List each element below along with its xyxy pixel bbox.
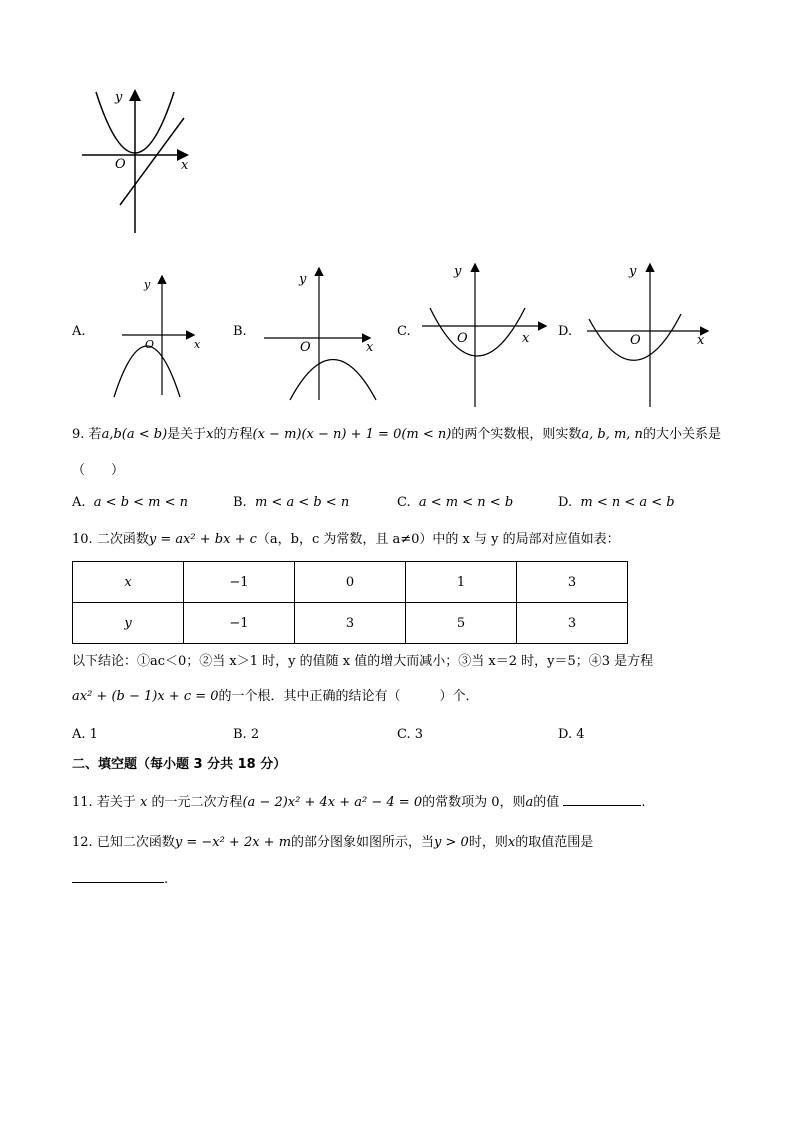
q9-option-b[interactable] [233, 494, 349, 512]
q9-stem [72, 426, 721, 444]
q12-function: y = −x² + 2x + m [174, 835, 292, 850]
x-label: x [697, 333, 705, 348]
option-text: 4 [576, 727, 585, 742]
q9-text-2: 是关于 [167, 427, 207, 442]
q11-a: a [525, 795, 534, 810]
q11-text-4: 的值 [533, 795, 560, 810]
option-text: 2 [250, 727, 260, 742]
fig-option-a-label: A. [72, 324, 86, 339]
table-cell: 0 [295, 562, 406, 603]
q10-option-c[interactable] [397, 726, 423, 744]
x-label: x [194, 338, 201, 351]
q11-answer-blank[interactable] [563, 791, 641, 806]
option-label: D. [558, 495, 573, 510]
q9-option-c[interactable] [397, 494, 513, 512]
row-header: y [73, 603, 184, 644]
q10-value-table [72, 561, 628, 644]
q12-text-1: 已知二次函数 [96, 835, 175, 850]
table-cell: 3 [295, 603, 406, 644]
option-text: m < a < b < n [254, 495, 350, 510]
q9-equation: (x − m)(x − n) + 1 = 0(m < n) [252, 427, 452, 442]
fig-option-c-graph[interactable] [420, 262, 550, 410]
q11-x: x [139, 795, 148, 810]
q11-end: . [641, 795, 646, 810]
q12-condition: y > 0 [434, 835, 469, 850]
q11-text-1: 若关于 [96, 795, 136, 810]
origin-label: O [115, 157, 126, 172]
q11-text-2: 的一元二次方程 [151, 795, 243, 810]
y-label: y [629, 264, 637, 279]
q12-text-3: 时，则 [468, 835, 508, 850]
table-cell: 1 [406, 562, 517, 603]
q10-number: 10. [72, 532, 93, 547]
table-row [73, 603, 628, 644]
origin-label: O [457, 331, 468, 346]
q12-text-4: 的取值范围是 [515, 835, 594, 850]
q9-paren: （ ） [72, 463, 125, 478]
origin-label: O [300, 340, 311, 355]
q10-option-a[interactable] [72, 726, 98, 744]
q9-text-3: 的方程 [213, 427, 253, 442]
q12-end: . [164, 872, 169, 887]
x-label: x [522, 331, 530, 346]
q10-line-2 [72, 688, 479, 706]
origin-label: O [630, 333, 641, 348]
q9-x: x [206, 427, 214, 442]
q12-number: 12. [72, 835, 93, 850]
y-label: y [454, 264, 462, 279]
q9-text-4: 的两个实数根，则实数 [451, 427, 582, 442]
fig-option-c-label: C. [397, 324, 411, 339]
fig-option-d-graph[interactable] [585, 262, 715, 410]
q10-function: y = ax² + bx + c [148, 532, 257, 547]
option-label: D. [558, 727, 573, 742]
parabola-curve [430, 308, 525, 356]
origin-label: O [145, 338, 155, 351]
option-text: a < b < m < n [93, 495, 189, 510]
fig-option-b-label: B. [233, 324, 247, 339]
option-text: 3 [414, 727, 424, 742]
q11-equation: (a − 2)x² + 4x + a² − 4 = 0 [242, 795, 423, 810]
q12-answer-blank[interactable] [72, 868, 164, 883]
top-graph [78, 88, 198, 236]
table-cell: 3 [517, 603, 628, 644]
q11-text-3: 的常数项为 0，则 [422, 795, 526, 810]
x-label: x [181, 158, 189, 173]
parabola-curve [114, 346, 180, 397]
q10-equation: ax² + (b − 1)x + c = 0 [72, 689, 219, 704]
option-label: C. [397, 495, 411, 510]
q12-text-2: 的部分图象如图所示，当 [291, 835, 435, 850]
option-label: B. [233, 495, 247, 510]
line-graph [120, 118, 184, 205]
option-text: 1 [89, 727, 98, 742]
option-label: A. [72, 495, 86, 510]
q12-answer-line [72, 868, 168, 889]
option-text: m < n < a < b [580, 495, 675, 510]
fig-option-a-graph[interactable] [108, 275, 208, 400]
q11-stem [72, 791, 646, 812]
option-label: B. [233, 727, 247, 742]
q9-number: 9. [72, 427, 85, 442]
fig-option-b-graph[interactable] [262, 267, 384, 402]
section-title: 二、填空题（每小题 3 分共 18 分） [72, 757, 287, 772]
table-cell: −1 [184, 562, 295, 603]
q9-text-5: 的大小关系是 [642, 427, 721, 442]
q9-vars: a,b(a < b) [101, 427, 168, 442]
table-cell: 3 [517, 562, 628, 603]
option-label: C. [397, 727, 411, 742]
table-cell: −1 [184, 603, 295, 644]
q10-option-b[interactable] [233, 726, 259, 744]
q12-x: x [507, 835, 516, 850]
q10-text-1: 二次函数 [96, 532, 149, 547]
q9-vars2: a, b, m, n [581, 427, 643, 442]
q9-text-1: 若 [88, 427, 102, 442]
y-label: y [144, 278, 151, 291]
fig-option-d-label: D. [558, 324, 573, 339]
x-label: x [366, 340, 374, 355]
q10-text-2: （a，b，c 为常数，且 a≠0）中的 x 与 y 的局部对应值如表： [256, 532, 620, 547]
y-label: y [115, 90, 123, 105]
y-label: y [299, 272, 307, 287]
q10-conclusions: 以下结论：①ac＜0；②当 x＞1 时，y 的值随 x 值的增大而减小；③当 x＝2 时，y＝5；④3 是方程 [72, 654, 654, 669]
q12-stem [72, 834, 593, 852]
option-label: A. [72, 727, 86, 742]
parabola-curve [290, 360, 376, 401]
table-cell: 5 [406, 603, 517, 644]
q10-option-d[interactable] [558, 726, 585, 744]
option-text: a < m < n < b [418, 495, 514, 510]
row-header: x [73, 562, 184, 603]
q9-option-d[interactable] [558, 494, 675, 512]
table-row [73, 562, 628, 603]
q10-stem [72, 531, 620, 549]
q10-tail: 的一个根．其中正确的结论有（ ）个． [218, 689, 479, 704]
q9-option-a[interactable] [72, 494, 188, 512]
q11-number: 11. [72, 795, 93, 810]
